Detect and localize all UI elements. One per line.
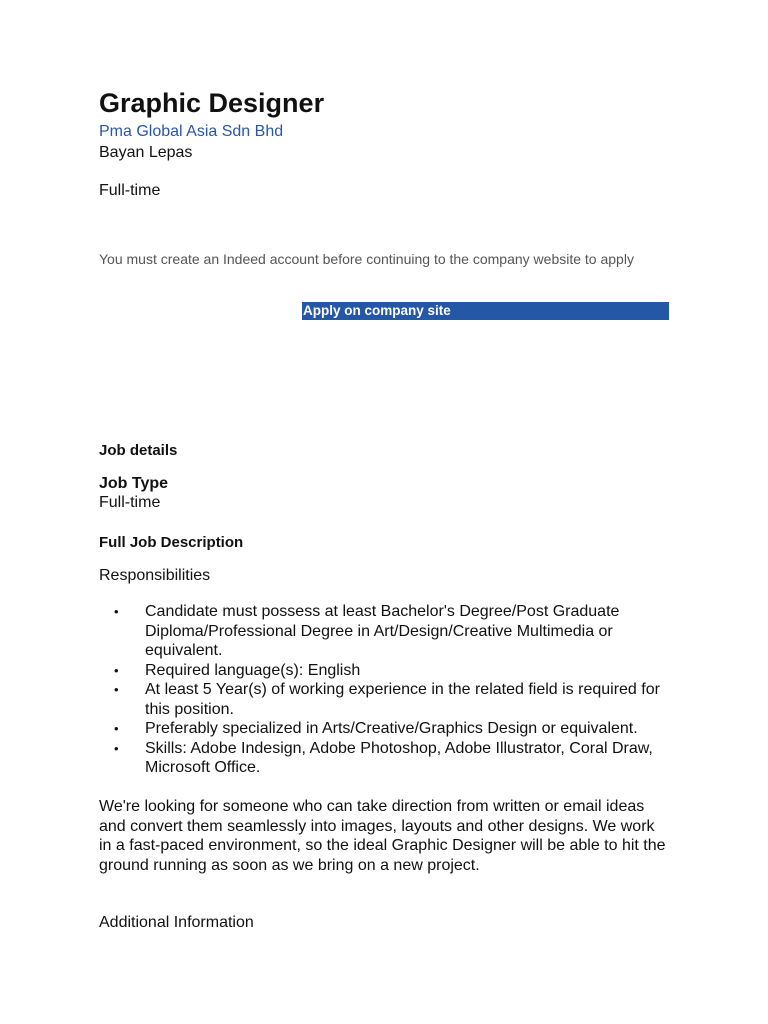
list-item: [99, 739, 667, 778]
additional-information-heading: Additional Information: [99, 914, 254, 931]
job-type-label: Job Type: [99, 475, 169, 492]
bullet-icon: •: [114, 721, 119, 736]
job-type-summary: Full-time: [99, 182, 161, 199]
job-title: Graphic Designer: [99, 88, 325, 118]
job-type-value: Full-time: [99, 494, 161, 511]
bullet-icon: •: [114, 662, 119, 678]
bullet-icon: •: [114, 682, 119, 697]
job-description-paragraph: We're looking for someone who can take direction from written or email ideas and convert them seamlessly into images, layouts and other designs. We work in a fast-paced environment, so the ideal Graphic Designer will be able to hit the ground running as soon as we bring on a new project.: [99, 798, 666, 874]
list-item: [99, 680, 667, 719]
job-details-heading: Job details: [99, 442, 178, 459]
bullet-icon: •: [114, 604, 119, 619]
account-notice: You must create an Indeed account before continuing to the company website to apply: [99, 251, 634, 267]
bullet-icon: •: [114, 740, 119, 756]
company-name[interactable]: Pma Global Asia Sdn Bhd: [99, 123, 284, 140]
list-item-text: At least 5 Year(s) of working experience in the related field is required for this position.: [145, 681, 660, 718]
list-item-text: Preferably specialized in Arts/Creative/Graphics Design or equivalent.: [145, 720, 638, 737]
list-item: [99, 602, 667, 661]
responsibilities-heading: Responsibilities: [99, 567, 211, 584]
list-item: [99, 661, 667, 681]
list-item-text: Skills: Adobe Indesign, Adobe Photoshop, Adobe Illustrator, Coral Draw, Microsoft Office.: [145, 739, 653, 776]
list-item: [99, 719, 667, 739]
apply-on-company-site-button[interactable]: Apply on company site: [302, 302, 669, 320]
list-item-text: Candidate must possess at least Bachelor's Degree/Post Graduate Diploma/Professional Degree in Art/Design/Creative Multimedia or equivalent.: [145, 603, 620, 659]
list-item-text: Required language(s): English: [145, 661, 361, 679]
job-location: Bayan Lepas: [99, 144, 193, 161]
full-job-description-heading: Full Job Description: [99, 534, 244, 551]
responsibilities-list: [99, 602, 679, 778]
